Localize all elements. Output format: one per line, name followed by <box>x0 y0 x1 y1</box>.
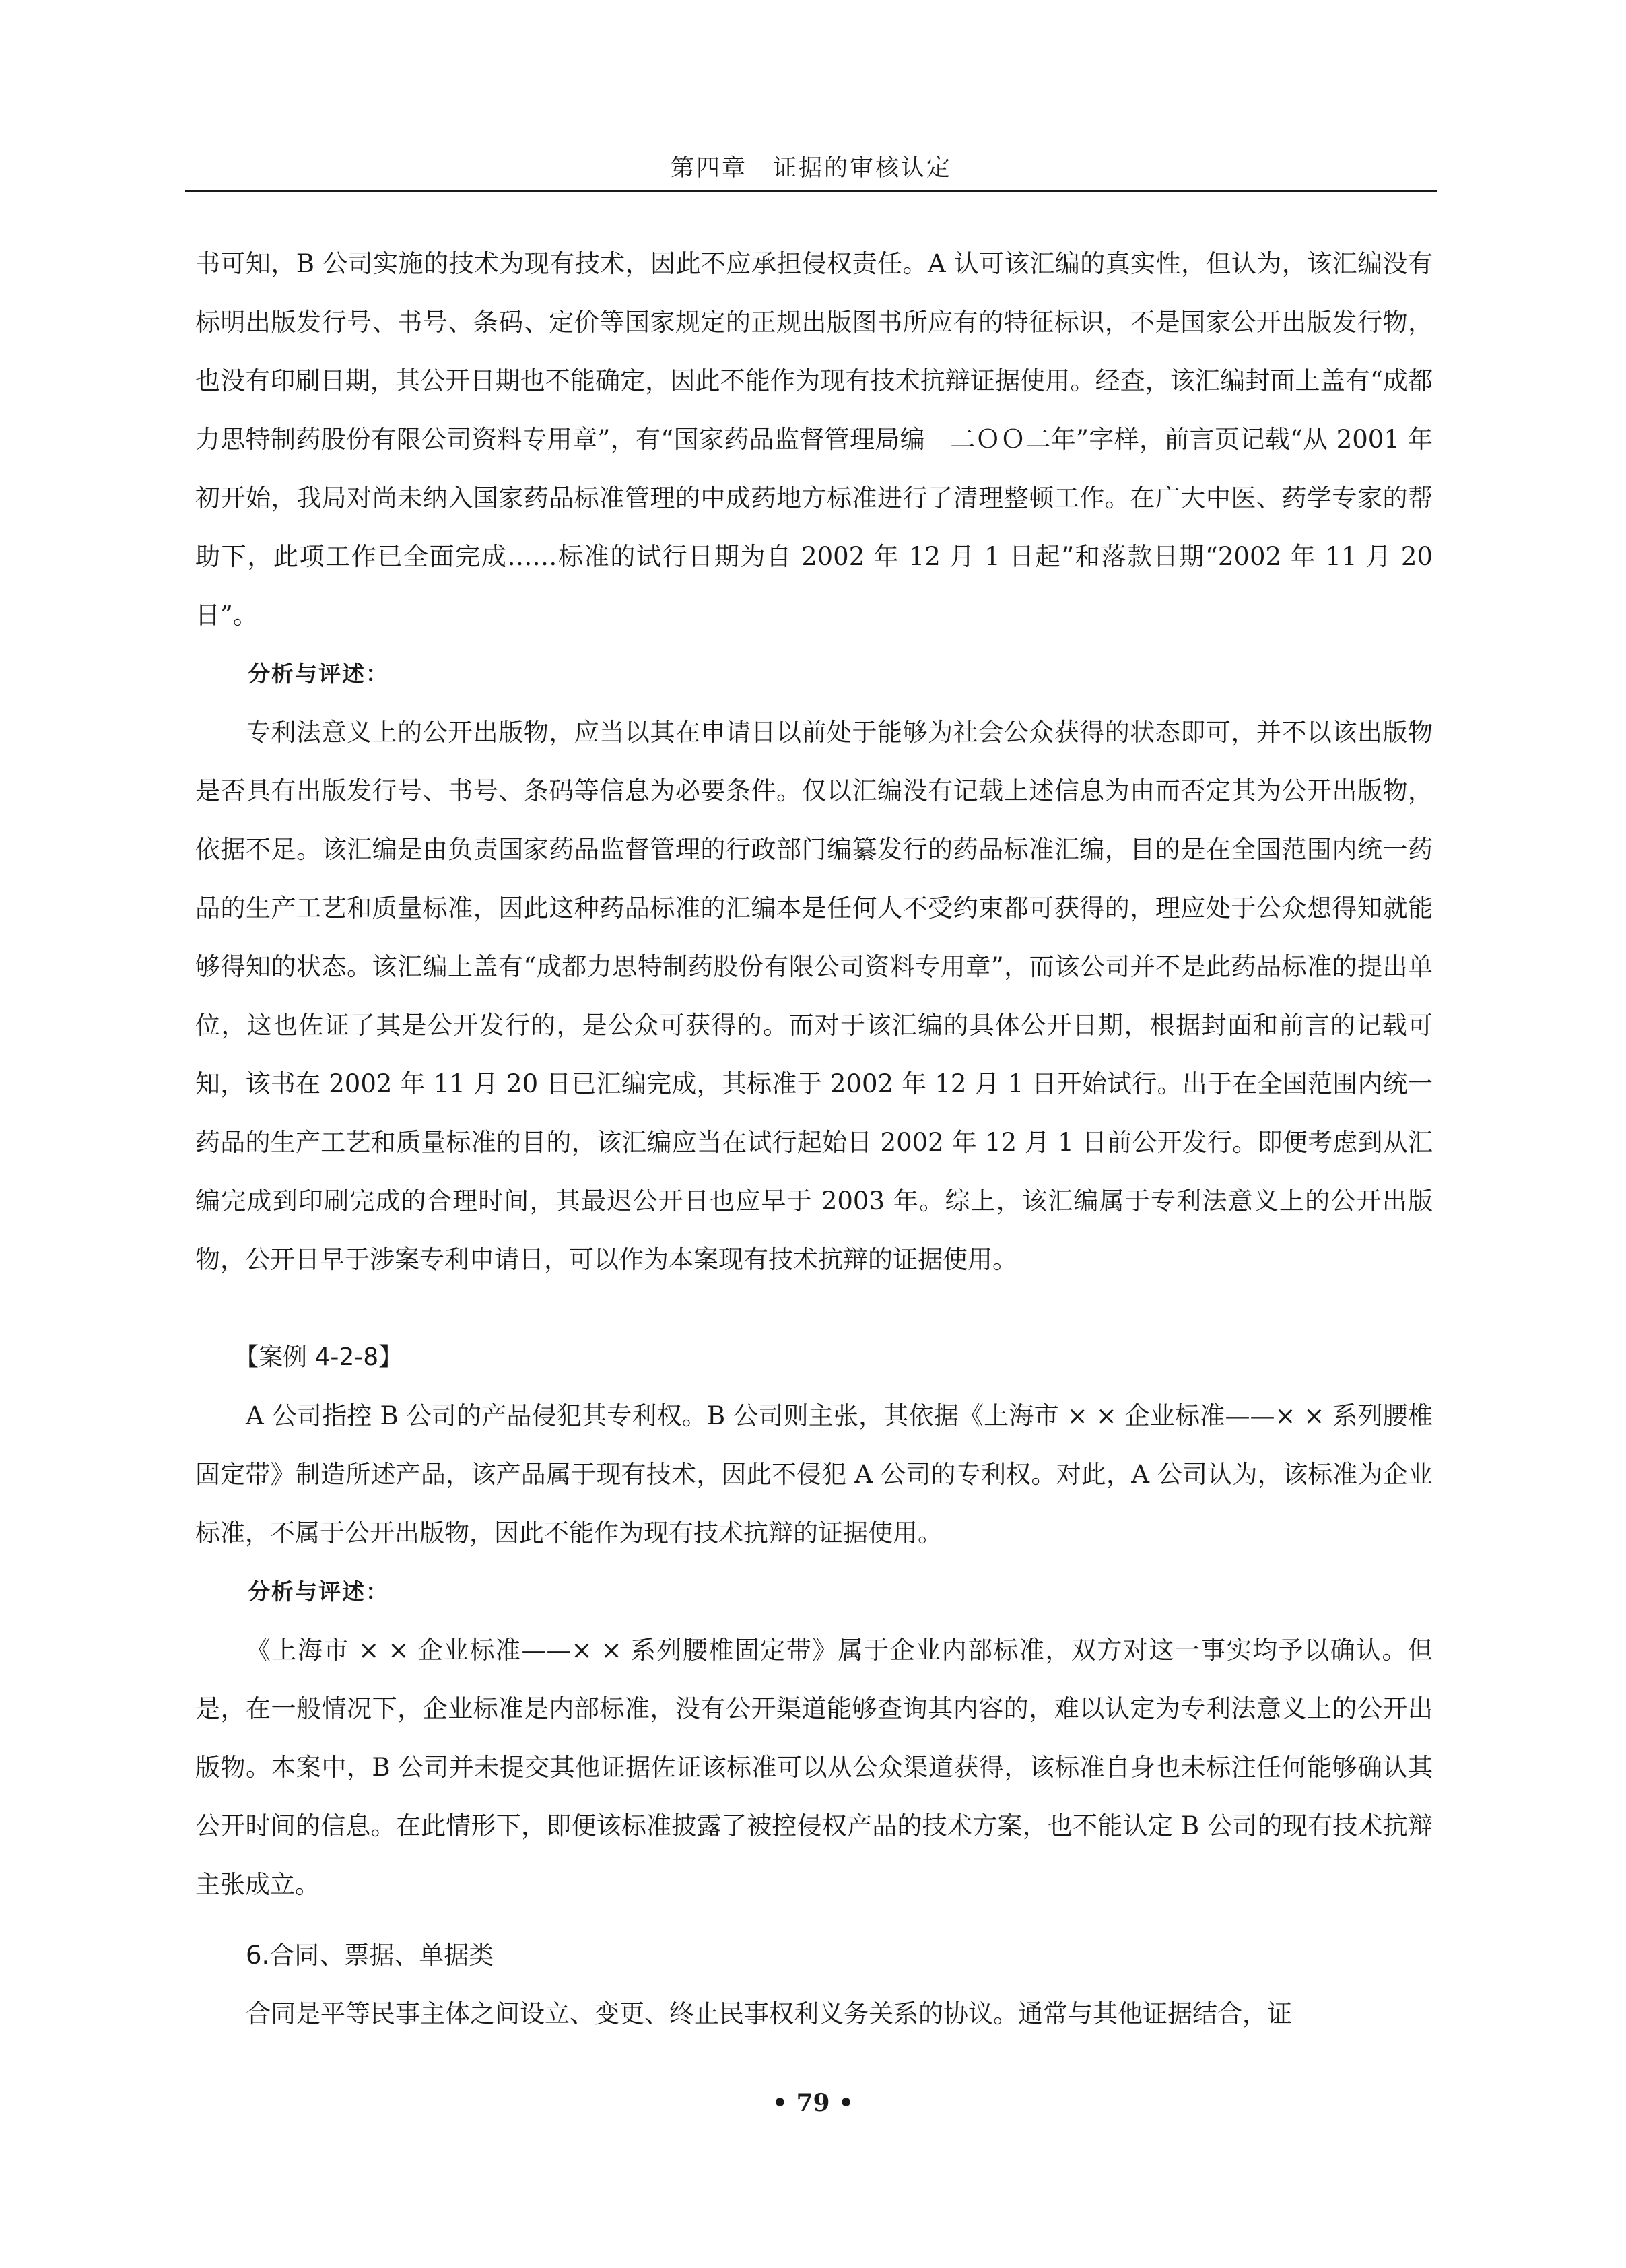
running-header: 第四章 证据的审核认定 <box>670 155 952 182</box>
analysis-paragraph: 《上海市 × × 企业标准——× × 系列腰椎固定带》属于企业内部标准，双方对这一事实均予以确认。但是，在一般情况下，企业标准是内部标准，没有公开渠道能够查询其内容的，难以认定为专利法意义上的公开出版物。本案中，B 公司并未提交其他证据佐证该标准可以从公众渠道获得，该标准自身也未标注任何能够确认其公开时间的信息。在此情形下，即便该标准披露了被控侵权产品的技术方案，也不能认定 B 公司的现有技术抗辩主张成立。 <box>195 1636 1433 1899</box>
section-paragraph: 合同是平等民事主体之间设立、变更、终止民事权利义务关系的协议。通常与其他证据结合，证 <box>246 1999 1292 2028</box>
analysis-label: 分析与评述： <box>248 661 389 687</box>
paragraph-continuation: 书可知，B 公司实施的技术为现有技术，因此不应承担侵权责任。A 认可该汇编的真实性，但认为，该汇编没有标明出版发行号、书号、条码、定价等国家规定的正规出版图书所应有的特征标识，不是国家公开出版发行物，也没有印刷日期，其公开日期也不能确定，因此不能作为现有技术抗辩证据使用。经查，该汇编封面上盖有“成都力思特制药股份有限公司资料专用章”，有“国家药品监督管理局编 二ＯＯ二年”字样，前言页记载“从 2001 年初开始，我局对尚未纳入国家药品标准管理的中成药地方标准进行了清理整顿工作。在广大中医、药学专家的帮助下，此项工作已全面完成……标准的试行日期为自 2002 年 12 月 1 日起”和落款日期“2002 年 11 月 20 日”。 <box>195 249 1433 630</box>
case-paragraph: A 公司指控 B 公司的产品侵犯其专利权。B 公司则主张，其依据《上海市 × × 企业标准——× × 系列腰椎固定带》制造所述产品，该产品属于现有技术，因此不侵犯 A 公司的专利权。对此，A 公司认为，该标准为企业标准，不属于公开出版物，因此不能作为现有技术抗辩的证据使用。 <box>195 1401 1433 1547</box>
analysis-paragraph: 专利法意义上的公开出版物，应当以其在申请日以前处于能够为社会公众获得的状态即可，并不以该出版物是否具有出版发行号、书号、条码等信息为必要条件。仅以汇编没有记载上述信息为由而否定其为公开出版物，依据不足。该汇编是由负责国家药品监督管理的行政部门编纂发行的药品标准汇编，目的是在全国范围内统一药品的生产工艺和质量标准，因此这种药品标准的汇编本是任何人不受约束都可获得的，理应处于公众想得知就能够得知的状态。该汇编上盖有“成都力思特制药股份有限公司资料专用章”，而该公司并不是此药品标准的提出单位，这也佐证了其是公开发行的，是公众可获得的。而对于该汇编的具体公开日期，根据封面和前言的记载可知，该书在 2002 年 11 月 20 日已汇编完成，其标准于 2002 年 12 月 1 日开始试行。出于在全国范围内统一药品的生产工艺和质量标准的目的，该汇编应当在试行起始日 2002 年 12 月 1 日前公开发行。即便考虑到从汇编完成到印刷完成的合理时间，其最迟公开日也应早于 2003 年。综上，该汇编属于专利法意义上的公开出版物，公开日早于涉案专利申请日，可以作为本案现有技术抗辩的证据使用。 <box>195 718 1433 1274</box>
analysis-label: 分析与评述： <box>248 1578 389 1605</box>
spacer <box>195 1289 1433 1328</box>
page-body <box>195 234 1433 2043</box>
section-title: 6.合同、票据、单据类 <box>246 1941 494 1970</box>
spacer <box>195 1914 1433 1926</box>
page-number: • 79 • <box>772 2089 854 2117</box>
header-rule <box>185 190 1437 192</box>
case-title: 【案例 4-2-8】 <box>234 1343 403 1371</box>
